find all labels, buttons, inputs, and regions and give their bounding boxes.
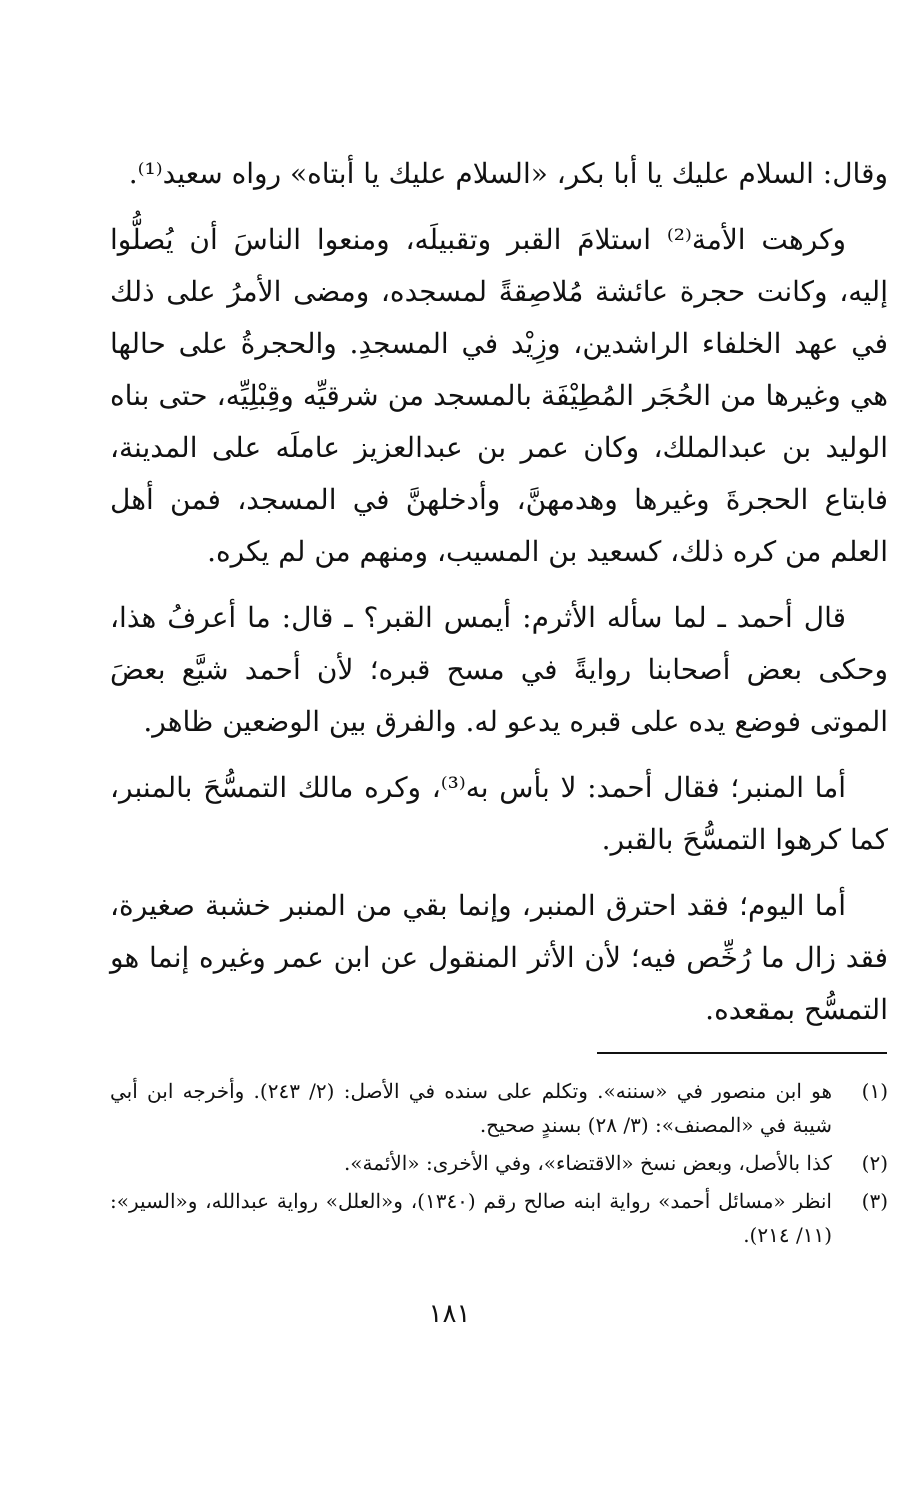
paragraph-3: قال أحمد ـ لما سأله الأثرم: أيمس القبر؟ ـ قال: ما أعرفُ هذا، وحكى بعض أصحابنا روايةً في مسح قبره؛ لأن أحمد شيَّع بعضَ الموتى فوضع يده على قبره يدعو له. والفرق بين الوضعين ظاهر. xyxy=(110,601,888,738)
footnote-number: (٣) xyxy=(861,1189,888,1213)
footnote-separator xyxy=(597,1052,887,1054)
paragraph-4: أما المنبر؛ فقال أحمد: لا بأس به⁽³⁾، وكره مالك التمسُّحَ بالمنبر، كما كرهوا التمسُّحَ بالقبر. xyxy=(110,771,888,856)
paragraph-5: أما اليوم؛ فقد احترق المنبر، وإنما بقي من المنبر خشبة صغيرة، فقد زال ما رُخِّص فيه؛ لأن الأثر المنقول عن ابن عمر وغيره إنما هو التمسُّح بمقعده. xyxy=(110,889,888,1026)
footnote-number: (١) xyxy=(861,1079,888,1103)
footnote-3 xyxy=(110,1184,888,1252)
footnote-number: (٢) xyxy=(861,1151,888,1175)
footnotes-section xyxy=(110,1074,888,1256)
main-text-body xyxy=(110,148,888,1050)
footnote-text: هو ابن منصور في «سننه». وتكلم على سنده في الأصل: (٢/ ٢٤٣). وأخرجه ابن أبي شيبة في «المصنف»: (٣/ ٢٨) بسندٍ صحيح. xyxy=(110,1079,832,1137)
paragraph-2: وكرهت الأمة⁽²⁾ استلامَ القبر وتقبيلَه، ومنعوا الناسَ أن يُصلُّوا إليه، وكانت حجرة عائشة مُلاصِقةً لمسجده، ومضى الأمرُ على ذلك في عهد الخلفاء الراشدين، وزِيْد في المسجدِ. والحجرةُ على حالها هي وغيرها من الحُجَر المُطِيْفَة بالمسجد من شرقيِّه وقِبْلِيِّه، حتى بناه الوليد بن عبدالملك، وكان عمر بن عبدالعزيز عاملَه على المدينة، فابتاع الحجرةَ وغيرها وهدمهنَّ، وأدخلهنَّ في المسجد، فمن أهل العلم من كره ذلك، كسعيد بن المسيب، ومنهم من لم يكره. xyxy=(110,223,888,568)
paragraph-1: وقال: السلام عليك يا أبا بكر، «السلام عليك يا أبتاه» رواه سعيد⁽¹⁾. xyxy=(128,157,888,190)
footnote-text: انظر «مسائل أحمد» رواية ابنه صالح رقم (١٣٤٠)، و«العلل» رواية عبدالله، و«السير»: (١١/ ٢١٤). xyxy=(110,1189,832,1247)
page-number: ١٨١ xyxy=(428,1299,471,1329)
footnote-1 xyxy=(110,1074,888,1142)
footnote-2 xyxy=(110,1146,888,1180)
footnote-text: كذا بالأصل، وبعض نسخ «الاقتضاء»، وفي الأخرى: «الأئمة». xyxy=(343,1151,832,1175)
